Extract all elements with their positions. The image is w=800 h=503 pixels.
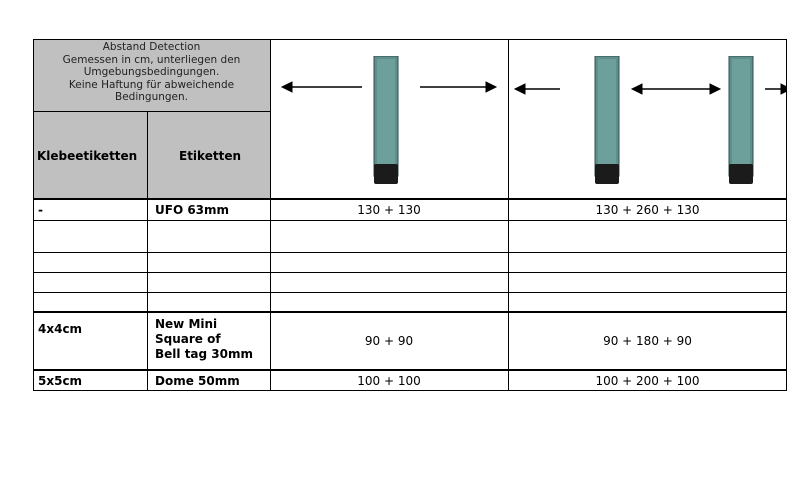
single-distance-cell bbox=[270, 252, 508, 272]
column-divider bbox=[508, 39, 509, 391]
tag-line: Bell tag 30mm bbox=[155, 347, 253, 361]
label-cell bbox=[38, 292, 148, 312]
label-cell bbox=[38, 220, 148, 252]
arrow-left-icon bbox=[515, 84, 560, 94]
tag-cell bbox=[155, 272, 268, 292]
column-header-tags: Etiketten bbox=[179, 148, 241, 163]
illustration-single bbox=[270, 39, 508, 199]
arrow-left-icon bbox=[282, 82, 362, 92]
label-cell: - bbox=[38, 202, 43, 217]
double-distance-cell bbox=[508, 272, 787, 292]
label-cell bbox=[38, 272, 148, 292]
tag-cell bbox=[155, 252, 268, 272]
antenna-pillar-icon bbox=[594, 56, 620, 186]
column-divider bbox=[270, 39, 271, 391]
single-distance-cell: 90 + 90 bbox=[364, 334, 414, 348]
double-distance-cell: 100 + 200 + 100 bbox=[595, 373, 700, 388]
label-cell: 4x4cm bbox=[38, 322, 83, 336]
double-distance-cell bbox=[508, 220, 787, 252]
detection-distance-table bbox=[33, 39, 787, 391]
label-cell: 5x5cm bbox=[38, 373, 83, 388]
tag-line: New Mini bbox=[155, 317, 218, 331]
arrow-double-icon bbox=[632, 84, 720, 94]
column-header-labels: Klebeetiketten bbox=[37, 148, 138, 163]
single-distance-cell bbox=[270, 292, 508, 312]
column-divider bbox=[147, 111, 148, 391]
label-cell bbox=[38, 252, 148, 272]
single-distance-cell: 100 + 100 bbox=[357, 373, 421, 388]
table-border-right bbox=[786, 39, 787, 391]
tag-cell bbox=[155, 220, 268, 252]
antenna-pillar-icon bbox=[373, 56, 399, 186]
header-divider bbox=[33, 111, 270, 112]
double-distance-cell bbox=[508, 252, 787, 272]
double-distance-cell: 90 + 180 + 90 bbox=[603, 334, 692, 348]
table-border-left bbox=[33, 39, 34, 391]
tag-cell: UFO 63mm bbox=[155, 202, 230, 217]
antenna-pillar-icon bbox=[728, 56, 754, 186]
note-line: Gemessen in cm, unterliegen den bbox=[62, 53, 241, 66]
single-distance-cell bbox=[270, 272, 508, 292]
tag-line: Square of bbox=[155, 332, 221, 346]
arrow-right-icon bbox=[765, 84, 787, 94]
single-distance-cell: 130 + 130 bbox=[357, 202, 421, 217]
arrow-right-icon bbox=[420, 82, 496, 92]
double-distance-cell: 130 + 260 + 130 bbox=[595, 202, 700, 217]
illustration-double bbox=[508, 39, 787, 199]
tag-cell bbox=[155, 317, 268, 369]
table-border-top bbox=[33, 39, 787, 40]
header-note bbox=[35, 41, 268, 111]
tag-cell: Dome 50mm bbox=[155, 373, 240, 388]
note-line: Umgebungsbedingungen. bbox=[83, 66, 220, 79]
note-line: Keine Haftung für abweichende bbox=[68, 78, 235, 91]
note-line: Abstand Detection bbox=[102, 41, 201, 53]
double-distance-cell bbox=[508, 292, 787, 312]
note-line: Bedingungen. bbox=[115, 91, 188, 104]
single-distance-cell bbox=[270, 220, 508, 252]
tag-cell bbox=[155, 292, 268, 312]
